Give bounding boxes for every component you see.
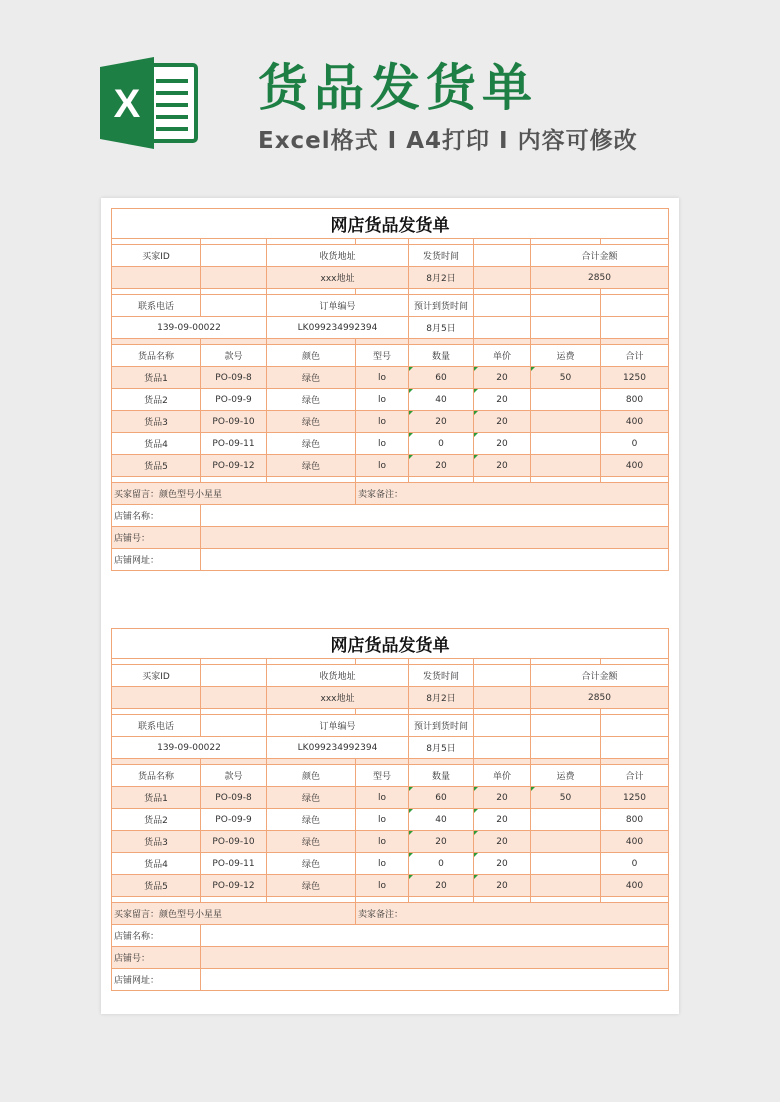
item-name-cell[interactable]: 货品5 — [112, 455, 201, 477]
buyer-id-value[interactable] — [112, 687, 201, 709]
empty-cell[interactable] — [474, 317, 531, 339]
item-total-cell[interactable]: 400 — [601, 875, 669, 897]
shop-id-label: 店铺号： — [112, 527, 201, 549]
item-total-cell[interactable]: 1250 — [601, 367, 669, 389]
empty-cell[interactable] — [474, 715, 531, 737]
item-freight-cell[interactable] — [531, 433, 601, 455]
column-header: 颜色 — [267, 765, 356, 787]
buyer-id-label: 买家ID — [112, 245, 201, 267]
item-name-cell[interactable]: 货品3 — [112, 831, 201, 853]
seller-note[interactable]: 卖家备注： — [356, 903, 669, 925]
column-header: 单价 — [474, 765, 531, 787]
item-freight-cell[interactable] — [531, 389, 601, 411]
column-header: 运费 — [531, 345, 601, 367]
item-price-cell[interactable]: 20 — [474, 389, 531, 411]
empty-cell[interactable] — [531, 317, 601, 339]
item-qty-cell[interactable]: 0 — [409, 433, 474, 455]
shipping-sheet — [111, 208, 668, 571]
items-header-row — [112, 345, 669, 367]
phone-value[interactable]: 139-09-00022 — [112, 317, 267, 339]
empty-cell[interactable] — [531, 295, 601, 317]
item-model-cell[interactable]: lo — [356, 433, 409, 455]
item-model-cell[interactable]: lo — [356, 809, 409, 831]
table-row — [112, 433, 669, 455]
shop-name-value[interactable] — [201, 505, 669, 527]
item-color-cell[interactable]: 绿色 — [267, 367, 356, 389]
item-freight-cell[interactable] — [531, 809, 601, 831]
item-code-cell[interactable]: PO-09-9 — [201, 809, 267, 831]
item-color-cell[interactable]: 绿色 — [267, 853, 356, 875]
item-total-cell[interactable]: 800 — [601, 809, 669, 831]
empty-cell[interactable] — [531, 715, 601, 737]
item-name-cell[interactable]: 货品1 — [112, 787, 201, 809]
item-qty-cell[interactable]: 60 — [409, 787, 474, 809]
shipping-sheet — [111, 628, 668, 991]
item-code-cell[interactable]: PO-09-8 — [201, 787, 267, 809]
order-no-value[interactable]: LK099234992394 — [267, 317, 409, 339]
empty-cell[interactable] — [201, 267, 267, 289]
item-qty-cell[interactable]: 60 — [409, 367, 474, 389]
empty-cell[interactable] — [474, 687, 531, 709]
item-freight-cell[interactable]: 50 — [531, 787, 601, 809]
item-color-cell[interactable]: 绿色 — [267, 433, 356, 455]
item-model-cell[interactable]: lo — [356, 853, 409, 875]
item-color-cell[interactable]: 绿色 — [267, 389, 356, 411]
item-code-cell[interactable]: PO-09-8 — [201, 367, 267, 389]
address-value[interactable]: xxx地址 — [267, 687, 409, 709]
item-qty-cell[interactable]: 20 — [409, 455, 474, 477]
phone-value[interactable]: 139-09-00022 — [112, 737, 267, 759]
item-qty-cell[interactable]: 20 — [409, 831, 474, 853]
item-color-cell[interactable]: 绿色 — [267, 787, 356, 809]
item-name-cell[interactable]: 货品1 — [112, 367, 201, 389]
item-qty-cell[interactable]: 40 — [409, 809, 474, 831]
item-name-cell[interactable]: 货品5 — [112, 875, 201, 897]
excel-icon — [100, 57, 198, 149]
address-label: 收货地址 — [267, 665, 409, 687]
empty-cell[interactable] — [201, 245, 267, 267]
eta-value[interactable]: 8月5日 — [409, 317, 474, 339]
empty-cell[interactable] — [201, 295, 267, 317]
empty-cell[interactable] — [474, 267, 531, 289]
buyer-message[interactable]: 买家留言：颜色型号小星星 — [112, 903, 356, 925]
seller-note[interactable]: 卖家备注： — [356, 483, 669, 505]
order-no-label: 订单编号 — [267, 715, 409, 737]
item-code-cell[interactable]: PO-09-12 — [201, 875, 267, 897]
item-freight-cell[interactable] — [531, 411, 601, 433]
item-price-cell[interactable]: 20 — [474, 831, 531, 853]
item-qty-cell[interactable]: 40 — [409, 389, 474, 411]
item-price-cell[interactable]: 20 — [474, 367, 531, 389]
item-qty-cell[interactable]: 20 — [409, 411, 474, 433]
excel-logo-letter: X — [113, 82, 141, 126]
eta-value[interactable]: 8月5日 — [409, 737, 474, 759]
empty-cell[interactable] — [474, 737, 531, 759]
table-row — [112, 853, 669, 875]
item-color-cell[interactable]: 绿色 — [267, 831, 356, 853]
empty-cell[interactable] — [601, 737, 669, 759]
empty-cell[interactable] — [601, 295, 669, 317]
item-price-cell[interactable]: 20 — [474, 411, 531, 433]
item-model-cell[interactable]: lo — [356, 787, 409, 809]
items-header-row — [112, 765, 669, 787]
item-model-cell[interactable]: lo — [356, 389, 409, 411]
column-header: 型号 — [356, 765, 409, 787]
table-row — [112, 455, 669, 477]
empty-cell[interactable] — [531, 737, 601, 759]
item-model-cell[interactable]: lo — [356, 411, 409, 433]
total-amount-label: 合计金额 — [531, 245, 669, 267]
table-row — [112, 389, 669, 411]
table-row — [112, 367, 669, 389]
item-code-cell[interactable]: PO-09-10 — [201, 831, 267, 853]
shop-name-value[interactable] — [201, 925, 669, 947]
shop-name-label: 店铺名称： — [112, 505, 201, 527]
item-color-cell[interactable]: 绿色 — [267, 455, 356, 477]
sheet-title: 网店货品发货单 — [112, 209, 669, 239]
item-total-cell[interactable]: 800 — [601, 389, 669, 411]
table-row — [112, 809, 669, 831]
phone-label: 联系电话 — [112, 715, 201, 737]
phone-label: 联系电话 — [112, 295, 201, 317]
item-freight-cell[interactable] — [531, 875, 601, 897]
empty-cell[interactable] — [201, 687, 267, 709]
empty-cell[interactable] — [601, 715, 669, 737]
total-amount-value[interactable]: 2850 — [531, 687, 669, 709]
item-qty-cell[interactable]: 0 — [409, 853, 474, 875]
item-name-cell[interactable]: 货品2 — [112, 389, 201, 411]
item-model-cell[interactable]: lo — [356, 875, 409, 897]
item-price-cell[interactable]: 20 — [474, 455, 531, 477]
column-header: 款号 — [201, 765, 267, 787]
buyer-message[interactable]: 买家留言：颜色型号小星星 — [112, 483, 356, 505]
item-color-cell[interactable]: 绿色 — [267, 411, 356, 433]
column-header: 数量 — [409, 345, 474, 367]
item-freight-cell[interactable]: 50 — [531, 367, 601, 389]
column-header: 单价 — [474, 345, 531, 367]
buyer-id-label: 买家ID — [112, 665, 201, 687]
shop-url-value[interactable] — [201, 549, 669, 571]
empty-cell[interactable] — [474, 245, 531, 267]
item-qty-cell[interactable]: 20 — [409, 875, 474, 897]
shop-url-label: 店铺网址： — [112, 549, 201, 571]
address-value[interactable]: xxx地址 — [267, 267, 409, 289]
item-code-cell[interactable]: PO-09-11 — [201, 853, 267, 875]
item-total-cell[interactable]: 0 — [601, 433, 669, 455]
table-row — [112, 875, 669, 897]
item-freight-cell[interactable] — [531, 831, 601, 853]
item-name-cell[interactable]: 货品4 — [112, 853, 201, 875]
item-color-cell[interactable]: 绿色 — [267, 809, 356, 831]
item-total-cell[interactable]: 0 — [601, 853, 669, 875]
column-header: 合计 — [601, 765, 669, 787]
empty-cell[interactable] — [474, 295, 531, 317]
item-code-cell[interactable]: PO-09-11 — [201, 433, 267, 455]
item-color-cell[interactable]: 绿色 — [267, 875, 356, 897]
item-price-cell[interactable]: 20 — [474, 433, 531, 455]
sheet-title: 网店货品发货单 — [112, 629, 669, 659]
shop-id-value[interactable] — [201, 527, 669, 549]
eta-label: 预计到货时间 — [409, 715, 474, 737]
eta-label: 预计到货时间 — [409, 295, 474, 317]
page-header — [0, 0, 780, 190]
item-model-cell[interactable]: lo — [356, 367, 409, 389]
column-header: 数量 — [409, 765, 474, 787]
column-header: 款号 — [201, 345, 267, 367]
empty-cell[interactable] — [201, 715, 267, 737]
ship-time-label: 发货时间 — [409, 245, 474, 267]
item-model-cell[interactable]: lo — [356, 831, 409, 853]
order-no-value[interactable]: LK099234992394 — [267, 737, 409, 759]
buyer-id-value[interactable] — [112, 267, 201, 289]
item-freight-cell[interactable] — [531, 853, 601, 875]
item-total-cell[interactable]: 400 — [601, 831, 669, 853]
address-label: 收货地址 — [267, 245, 409, 267]
column-header: 型号 — [356, 345, 409, 367]
column-header: 运费 — [531, 765, 601, 787]
item-freight-cell[interactable] — [531, 455, 601, 477]
shop-url-label: 店铺网址： — [112, 969, 201, 991]
total-amount-label: 合计金额 — [531, 665, 669, 687]
table-row — [112, 411, 669, 433]
table-row — [112, 831, 669, 853]
order-no-label: 订单编号 — [267, 295, 409, 317]
total-amount-value[interactable]: 2850 — [531, 267, 669, 289]
shipping-table — [111, 208, 669, 571]
item-price-cell[interactable]: 20 — [474, 787, 531, 809]
shop-id-label: 店铺号： — [112, 947, 201, 969]
column-header: 货品名称 — [112, 765, 201, 787]
item-price-cell[interactable]: 20 — [474, 809, 531, 831]
item-price-cell[interactable]: 20 — [474, 875, 531, 897]
shop-id-value[interactable] — [201, 947, 669, 969]
empty-cell[interactable] — [474, 665, 531, 687]
item-name-cell[interactable]: 货品4 — [112, 433, 201, 455]
item-price-cell[interactable]: 20 — [474, 853, 531, 875]
empty-cell[interactable] — [601, 317, 669, 339]
column-header: 货品名称 — [112, 345, 201, 367]
ship-time-label: 发货时间 — [409, 665, 474, 687]
ship-time-value[interactable]: 8月2日 — [409, 687, 474, 709]
item-code-cell[interactable]: PO-09-9 — [201, 389, 267, 411]
item-total-cell[interactable]: 400 — [601, 455, 669, 477]
column-header: 合计 — [601, 345, 669, 367]
column-header: 颜色 — [267, 345, 356, 367]
shipping-table — [111, 628, 669, 991]
item-total-cell[interactable]: 400 — [601, 411, 669, 433]
item-name-cell[interactable]: 货品2 — [112, 809, 201, 831]
shop-name-label: 店铺名称： — [112, 925, 201, 947]
item-code-cell[interactable]: PO-09-12 — [201, 455, 267, 477]
table-row — [112, 787, 669, 809]
item-name-cell[interactable]: 货品3 — [112, 411, 201, 433]
shop-url-value[interactable] — [201, 969, 669, 991]
empty-cell[interactable] — [201, 665, 267, 687]
item-code-cell[interactable]: PO-09-10 — [201, 411, 267, 433]
page-subtitle: Excel格式 I A4打印 I 内容可修改 — [258, 128, 638, 154]
page-title: 货品发货单 — [258, 59, 538, 117]
item-model-cell[interactable]: lo — [356, 455, 409, 477]
ship-time-value[interactable]: 8月2日 — [409, 267, 474, 289]
document-page — [101, 198, 679, 1014]
item-total-cell[interactable]: 1250 — [601, 787, 669, 809]
